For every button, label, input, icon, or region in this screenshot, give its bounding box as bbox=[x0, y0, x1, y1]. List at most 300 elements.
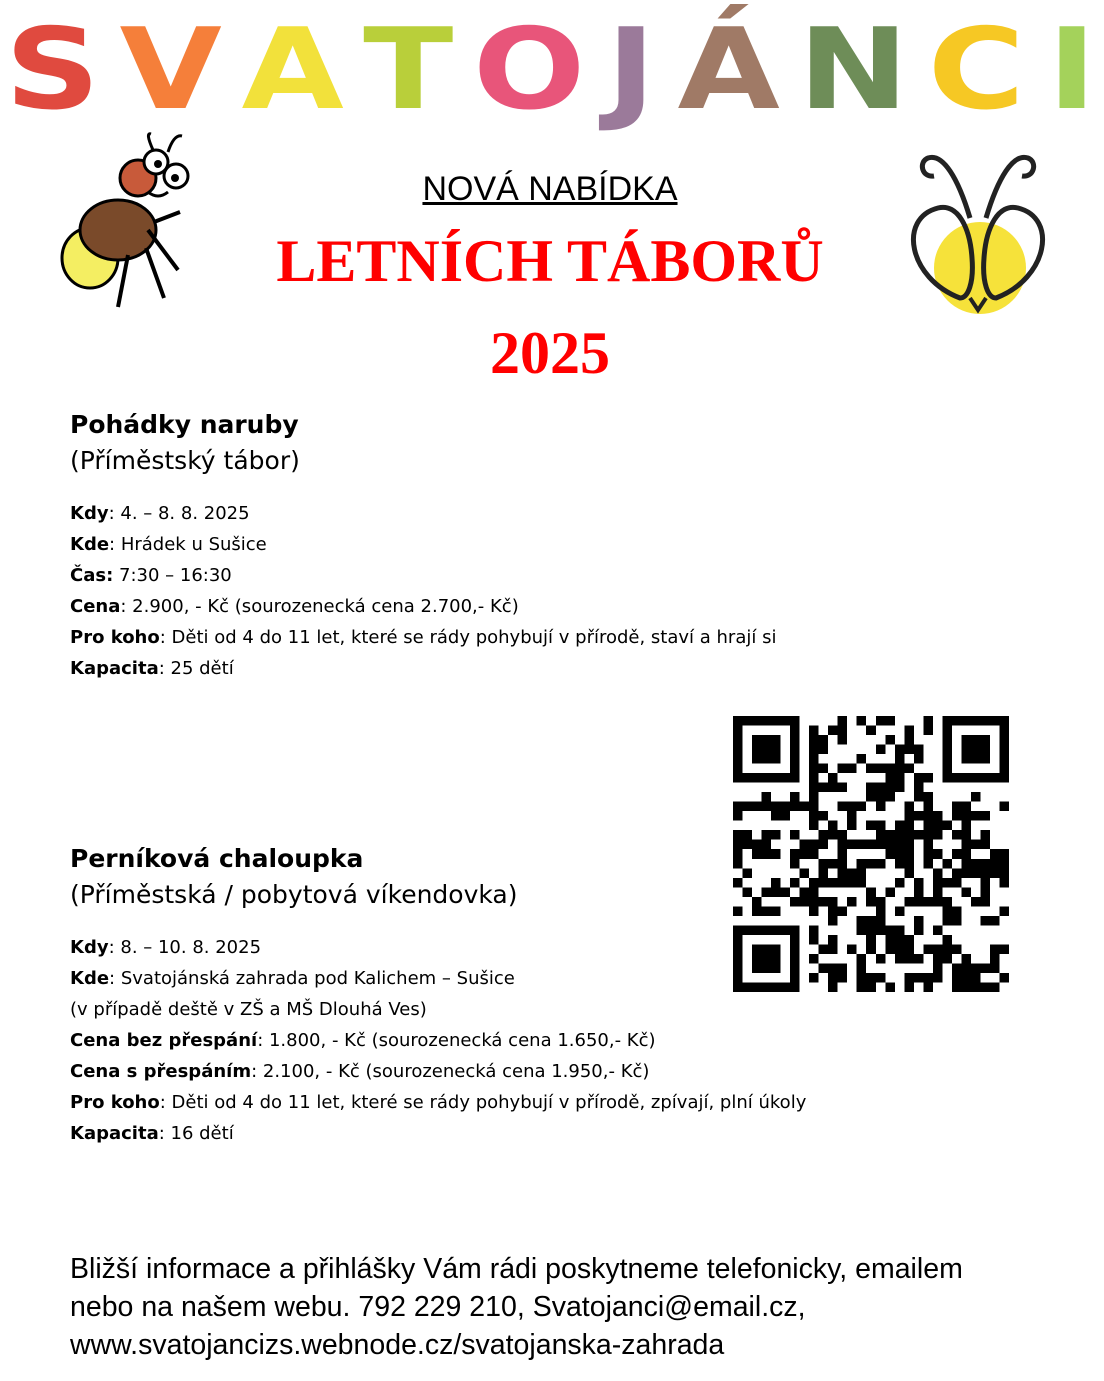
qr-module bbox=[819, 963, 829, 973]
qr-module bbox=[914, 811, 924, 821]
qr-module bbox=[980, 754, 990, 764]
qr-module bbox=[752, 773, 762, 783]
qr-module bbox=[895, 764, 905, 774]
qr-module bbox=[885, 925, 895, 935]
qr-module bbox=[952, 868, 962, 878]
qr-module bbox=[781, 887, 791, 897]
qr-module bbox=[942, 906, 952, 916]
qr-module bbox=[781, 802, 791, 812]
qr-module bbox=[762, 754, 772, 764]
qr-module bbox=[999, 802, 1009, 812]
qr-module bbox=[961, 868, 971, 878]
qr-module bbox=[771, 735, 781, 745]
qr-module bbox=[771, 802, 781, 812]
qr-module bbox=[790, 716, 800, 726]
qr-module bbox=[933, 944, 943, 954]
qr-module bbox=[752, 745, 762, 755]
qr-module bbox=[904, 897, 914, 907]
qr-module bbox=[990, 916, 1000, 926]
qr-module bbox=[819, 840, 829, 850]
qr-module bbox=[771, 954, 781, 964]
qr-module bbox=[809, 925, 819, 935]
qr-module bbox=[790, 735, 800, 745]
qr-module bbox=[885, 887, 895, 897]
detail-value: : Hrádek u Sušice bbox=[109, 534, 267, 555]
qr-module bbox=[923, 726, 933, 736]
qr-module bbox=[743, 802, 753, 812]
qr-module bbox=[828, 916, 838, 926]
logo-letter: T bbox=[363, 3, 454, 135]
qr-module bbox=[942, 764, 952, 774]
detail-row bbox=[70, 1118, 806, 1149]
qr-module bbox=[809, 906, 819, 916]
qr-module bbox=[781, 716, 791, 726]
qr-module bbox=[866, 764, 876, 774]
qr-module bbox=[914, 954, 924, 964]
qr-module bbox=[828, 783, 838, 793]
qr-module bbox=[923, 811, 933, 821]
qr-module bbox=[866, 897, 876, 907]
qr-module bbox=[895, 944, 905, 954]
qr-module bbox=[866, 916, 876, 926]
qr-module bbox=[809, 821, 819, 831]
qr-module bbox=[828, 935, 838, 945]
qr-module bbox=[838, 783, 848, 793]
qr-module bbox=[885, 849, 895, 859]
qr-module bbox=[733, 925, 743, 935]
qr-module bbox=[733, 944, 743, 954]
qr-module bbox=[933, 811, 943, 821]
qr-module bbox=[762, 735, 772, 745]
detail-value: : 1.800, - Kč (sourozenecká cena 1.650,- Kč) bbox=[257, 1030, 656, 1051]
qr-module bbox=[857, 954, 867, 964]
subtitle: NOVÁ NABÍDKA bbox=[422, 170, 678, 208]
qr-module bbox=[733, 754, 743, 764]
qr-module bbox=[942, 735, 952, 745]
qr-module bbox=[999, 726, 1009, 736]
qr-module bbox=[961, 982, 971, 992]
qr-module bbox=[733, 954, 743, 964]
detail-row bbox=[70, 994, 806, 1025]
detail-value: : Svatojánská zahrada pod Kalichem – Sušice bbox=[109, 968, 515, 989]
qr-module bbox=[838, 716, 848, 726]
qr-module bbox=[876, 973, 886, 983]
qr-module bbox=[857, 754, 867, 764]
qr-module bbox=[809, 792, 819, 802]
qr-module bbox=[999, 868, 1009, 878]
qr-module bbox=[800, 897, 810, 907]
qr-module bbox=[762, 849, 772, 859]
qr-module bbox=[847, 840, 857, 850]
qr-module bbox=[809, 897, 819, 907]
qr-module bbox=[809, 954, 819, 964]
qr-module bbox=[923, 773, 933, 783]
qr-module bbox=[933, 849, 943, 859]
qr-module bbox=[828, 963, 838, 973]
qr-module bbox=[999, 849, 1009, 859]
qr-module bbox=[790, 944, 800, 954]
qr-module bbox=[885, 735, 895, 745]
qr-module bbox=[990, 773, 1000, 783]
qr-module bbox=[809, 735, 819, 745]
qr-module bbox=[838, 830, 848, 840]
qr-module bbox=[980, 745, 990, 755]
qr-module bbox=[733, 859, 743, 869]
qr-module bbox=[952, 849, 962, 859]
qr-module bbox=[809, 783, 819, 793]
qr-module bbox=[733, 935, 743, 945]
qr-module bbox=[876, 906, 886, 916]
qr-module bbox=[904, 954, 914, 964]
detail-label: Kdy bbox=[70, 937, 109, 958]
detail-label: Cena s přespáním bbox=[70, 1061, 252, 1082]
qr-module bbox=[781, 982, 791, 992]
qr-module bbox=[866, 726, 876, 736]
qr-module bbox=[961, 811, 971, 821]
qr-module bbox=[819, 944, 829, 954]
qr-module bbox=[971, 735, 981, 745]
qr-module bbox=[809, 887, 819, 897]
qr-module bbox=[904, 973, 914, 983]
qr-module bbox=[904, 982, 914, 992]
qr-module bbox=[952, 982, 962, 992]
qr-module bbox=[971, 811, 981, 821]
qr-code[interactable] bbox=[733, 716, 1009, 992]
qr-module bbox=[866, 792, 876, 802]
qr-module bbox=[923, 830, 933, 840]
qr-module bbox=[762, 840, 772, 850]
qr-module bbox=[838, 802, 848, 812]
year: 2025 bbox=[490, 320, 610, 386]
qr-module bbox=[809, 878, 819, 888]
qr-module bbox=[771, 878, 781, 888]
qr-module bbox=[743, 887, 753, 897]
qr-module bbox=[942, 821, 952, 831]
qr-module bbox=[990, 982, 1000, 992]
qr-module bbox=[942, 954, 952, 964]
qr-module bbox=[743, 840, 753, 850]
headline: LETNÍCH TÁBORŮ bbox=[276, 228, 824, 294]
qr-module bbox=[961, 821, 971, 831]
qr-module bbox=[999, 773, 1009, 783]
qr-module bbox=[819, 764, 829, 774]
qr-module bbox=[980, 716, 990, 726]
qr-module bbox=[790, 802, 800, 812]
qr-module bbox=[781, 773, 791, 783]
qr-module bbox=[819, 745, 829, 755]
qr-module bbox=[876, 783, 886, 793]
qr-module bbox=[999, 878, 1009, 888]
qr-module bbox=[866, 840, 876, 850]
qr-module bbox=[800, 849, 810, 859]
qr-module bbox=[895, 906, 905, 916]
qr-module bbox=[790, 754, 800, 764]
qr-module bbox=[790, 954, 800, 964]
detail-value: : 4. – 8. 8. 2025 bbox=[108, 503, 250, 524]
qr-module bbox=[942, 859, 952, 869]
qr-module bbox=[733, 716, 743, 726]
qr-module bbox=[866, 859, 876, 869]
qr-module bbox=[895, 745, 905, 755]
qr-module bbox=[933, 868, 943, 878]
qr-module bbox=[942, 944, 952, 954]
detail-row bbox=[70, 653, 776, 684]
qr-module bbox=[885, 792, 895, 802]
qr-module bbox=[800, 868, 810, 878]
qr-module bbox=[828, 773, 838, 783]
qr-module bbox=[885, 944, 895, 954]
qr-module bbox=[733, 830, 743, 840]
qr-module bbox=[914, 973, 924, 983]
qr-module bbox=[809, 773, 819, 783]
qr-module bbox=[971, 840, 981, 850]
detail-value: : 2.100, - Kč (sourozenecká cena 1.950,- Kč) bbox=[251, 1061, 650, 1082]
qr-module bbox=[819, 783, 829, 793]
qr-module bbox=[914, 878, 924, 888]
camp-pernikova-chaloupka bbox=[70, 842, 806, 1149]
qr-module bbox=[990, 859, 1000, 869]
qr-module bbox=[952, 716, 962, 726]
qr-module bbox=[971, 859, 981, 869]
camp-type: (Příměstská / pobytová víkendovka) bbox=[70, 880, 518, 909]
qr-module bbox=[895, 830, 905, 840]
qr-module bbox=[885, 783, 895, 793]
qr-module bbox=[838, 973, 848, 983]
qr-module bbox=[904, 849, 914, 859]
detail-label: Kdy bbox=[70, 503, 109, 524]
logo bbox=[4, 3, 1097, 135]
qr-module bbox=[933, 897, 943, 907]
camp-title: Pohádky naruby bbox=[70, 410, 299, 439]
detail-row bbox=[70, 963, 806, 994]
qr-module bbox=[933, 973, 943, 983]
qr-module bbox=[771, 745, 781, 755]
detail-label: Čas: bbox=[70, 565, 114, 586]
qr-module bbox=[999, 716, 1009, 726]
qr-module bbox=[961, 754, 971, 764]
qr-module bbox=[942, 916, 952, 926]
qr-module bbox=[961, 716, 971, 726]
qr-module bbox=[999, 944, 1009, 954]
qr-module bbox=[990, 716, 1000, 726]
qr-module bbox=[790, 935, 800, 945]
qr-module bbox=[895, 783, 905, 793]
qr-module bbox=[904, 802, 914, 812]
logo-letter: O bbox=[472, 3, 585, 135]
qr-module bbox=[980, 916, 990, 926]
qr-module bbox=[819, 878, 829, 888]
qr-module bbox=[990, 963, 1000, 973]
qr-module bbox=[961, 735, 971, 745]
detail-row bbox=[70, 622, 776, 653]
detail-label: Kapacita bbox=[70, 658, 159, 679]
qr-module bbox=[971, 754, 981, 764]
qr-module bbox=[762, 716, 772, 726]
qr-module bbox=[990, 849, 1000, 859]
qr-module bbox=[942, 754, 952, 764]
qr-module bbox=[743, 830, 753, 840]
qr-module bbox=[828, 821, 838, 831]
qr-module bbox=[857, 973, 867, 983]
qr-module bbox=[980, 982, 990, 992]
qr-module bbox=[752, 963, 762, 973]
qr-module bbox=[828, 726, 838, 736]
qr-module bbox=[980, 887, 990, 897]
qr-module bbox=[809, 745, 819, 755]
qr-module bbox=[828, 973, 838, 983]
qr-module bbox=[904, 735, 914, 745]
qr-module bbox=[952, 963, 962, 973]
qr-module bbox=[809, 754, 819, 764]
qr-module bbox=[942, 726, 952, 736]
qr-module bbox=[876, 821, 886, 831]
qr-module bbox=[790, 849, 800, 859]
qr-module bbox=[904, 811, 914, 821]
qr-module bbox=[923, 973, 933, 983]
qr-module bbox=[762, 944, 772, 954]
qr-module bbox=[866, 944, 876, 954]
qr-module bbox=[771, 811, 781, 821]
qr-module bbox=[828, 982, 838, 992]
qr-module bbox=[790, 973, 800, 983]
qr-module bbox=[933, 821, 943, 831]
qr-module bbox=[933, 963, 943, 973]
qr-module bbox=[895, 840, 905, 850]
qr-module bbox=[828, 944, 838, 954]
qr-module bbox=[809, 935, 819, 945]
qr-module bbox=[828, 906, 838, 916]
qr-module bbox=[980, 859, 990, 869]
qr-module bbox=[857, 716, 867, 726]
qr-module bbox=[809, 849, 819, 859]
qr-module bbox=[999, 735, 1009, 745]
qr-module bbox=[819, 735, 829, 745]
qr-module bbox=[838, 849, 848, 859]
qr-module bbox=[752, 716, 762, 726]
qr-module bbox=[942, 935, 952, 945]
qr-module bbox=[790, 773, 800, 783]
qr-module bbox=[743, 925, 753, 935]
qr-module bbox=[961, 745, 971, 755]
qr-module bbox=[819, 868, 829, 878]
contact-line-3: www.svatojancizs.webnode.cz/svatojanska-zahrada bbox=[70, 1329, 725, 1361]
qr-module bbox=[904, 859, 914, 869]
qr-module bbox=[838, 735, 848, 745]
qr-module bbox=[733, 982, 743, 992]
qr-module bbox=[800, 887, 810, 897]
qr-module bbox=[999, 906, 1009, 916]
qr-module bbox=[733, 764, 743, 774]
qr-module bbox=[923, 802, 933, 812]
qr-module bbox=[971, 897, 981, 907]
qr-module bbox=[733, 849, 743, 859]
detail-row bbox=[70, 1025, 806, 1056]
qr-module bbox=[809, 764, 819, 774]
qr-module bbox=[752, 897, 762, 907]
qr-module bbox=[876, 792, 886, 802]
qr-module bbox=[885, 840, 895, 850]
qr-module bbox=[771, 830, 781, 840]
qr-module bbox=[752, 982, 762, 992]
qr-module bbox=[980, 735, 990, 745]
qr-module bbox=[961, 859, 971, 869]
qr-module bbox=[771, 887, 781, 897]
qr-module bbox=[914, 754, 924, 764]
qr-module bbox=[923, 716, 933, 726]
detail-label: Pro koho bbox=[70, 1092, 160, 1113]
qr-module bbox=[904, 840, 914, 850]
qr-module bbox=[752, 802, 762, 812]
detail-row bbox=[70, 1056, 806, 1087]
qr-module bbox=[999, 764, 1009, 774]
detail-value: : 25 dětí bbox=[158, 658, 234, 679]
qr-module bbox=[895, 954, 905, 964]
qr-module bbox=[914, 783, 924, 793]
logo-letter: I bbox=[1047, 3, 1097, 135]
qr-module bbox=[895, 878, 905, 888]
logo-letter: N bbox=[798, 3, 910, 135]
qr-module bbox=[733, 745, 743, 755]
qr-module bbox=[923, 840, 933, 850]
qr-module bbox=[857, 859, 867, 869]
qr-module bbox=[990, 954, 1000, 964]
qr-module bbox=[733, 726, 743, 736]
qr-module bbox=[857, 925, 867, 935]
qr-module bbox=[771, 906, 781, 916]
qr-module bbox=[999, 859, 1009, 869]
qr-module bbox=[733, 773, 743, 783]
qr-module bbox=[885, 773, 895, 783]
qr-module bbox=[790, 925, 800, 935]
qr-module bbox=[961, 773, 971, 783]
qr-module bbox=[961, 849, 971, 859]
qr-module bbox=[914, 792, 924, 802]
qr-module bbox=[876, 916, 886, 926]
qr-module bbox=[914, 887, 924, 897]
qr-module bbox=[762, 906, 772, 916]
detail-row bbox=[70, 932, 806, 963]
qr-module bbox=[876, 716, 886, 726]
detail-value: : 8. – 10. 8. 2025 bbox=[108, 937, 262, 958]
qr-module bbox=[743, 982, 753, 992]
qr-module bbox=[819, 897, 829, 907]
qr-module bbox=[762, 802, 772, 812]
qr-module bbox=[819, 830, 829, 840]
qr-module bbox=[923, 821, 933, 831]
qr-module bbox=[819, 811, 829, 821]
detail-row bbox=[70, 591, 776, 622]
qr-module bbox=[923, 792, 933, 802]
qr-module bbox=[990, 868, 1000, 878]
qr-module bbox=[942, 878, 952, 888]
logo-letter: S bbox=[4, 3, 101, 135]
qr-module bbox=[952, 830, 962, 840]
qr-module bbox=[838, 906, 848, 916]
qr-module bbox=[971, 792, 981, 802]
logo-letter: Á bbox=[677, 3, 780, 135]
qr-module bbox=[847, 811, 857, 821]
qr-module bbox=[762, 887, 772, 897]
qr-module bbox=[762, 745, 772, 755]
qr-module bbox=[828, 878, 838, 888]
qr-module bbox=[971, 773, 981, 783]
qr-module bbox=[752, 925, 762, 935]
qr-module bbox=[733, 802, 743, 812]
qr-module bbox=[999, 745, 1009, 755]
qr-module bbox=[828, 897, 838, 907]
qr-module bbox=[847, 821, 857, 831]
qr-module bbox=[971, 745, 981, 755]
